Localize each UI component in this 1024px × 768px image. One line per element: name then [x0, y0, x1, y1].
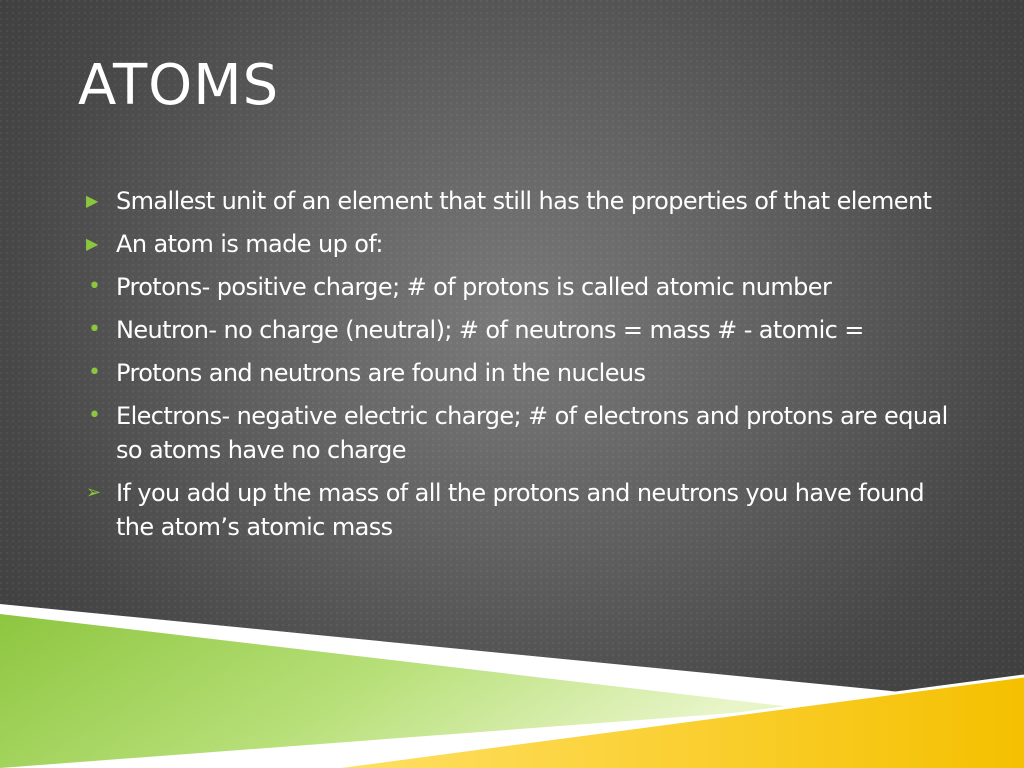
- green-wedge: [0, 614, 800, 768]
- dot-bullet-icon: •: [88, 274, 101, 299]
- bullet-item: [86, 270, 966, 304]
- yellow-wedge: [330, 676, 1024, 768]
- triangle-bullet-icon: ▶: [86, 191, 98, 210]
- dot-bullet-icon: •: [88, 360, 101, 385]
- bullet-text: Protons- positive charge; # of protons is called atomic number: [116, 273, 832, 301]
- bullet-list: [86, 184, 966, 553]
- dot-bullet-icon: •: [88, 403, 101, 428]
- bullet-text: Protons and neutrons are found in the nucleus: [116, 359, 646, 387]
- slide-title: ATOMS: [78, 53, 280, 118]
- bullet-text: Neutron- no charge (neutral); # of neutrons = mass # - atomic =: [116, 316, 864, 344]
- open-arrow-bullet-icon: ➢: [86, 482, 101, 503]
- triangle-bullet-icon: ▶: [86, 234, 98, 253]
- dot-bullet-icon: •: [88, 317, 101, 342]
- bullet-item: [86, 476, 966, 544]
- bullet-item: [86, 227, 966, 261]
- bullet-text: If you add up the mass of all the protons and neutrons you have found the atom’s atomic mass: [116, 479, 925, 541]
- bullet-item: [86, 184, 966, 218]
- bullet-item: [86, 399, 966, 467]
- separator-line: [330, 676, 1024, 768]
- bullet-text: Smallest unit of an element that still has the properties of that element: [116, 187, 932, 215]
- white-wedge: [0, 604, 1024, 768]
- bullet-text: An atom is made up of:: [116, 230, 383, 258]
- bullet-text: Electrons- negative electric charge; # of electrons and protons are equal so atoms have no charge: [116, 402, 948, 464]
- bullet-item: [86, 313, 966, 347]
- bullet-item: [86, 356, 966, 390]
